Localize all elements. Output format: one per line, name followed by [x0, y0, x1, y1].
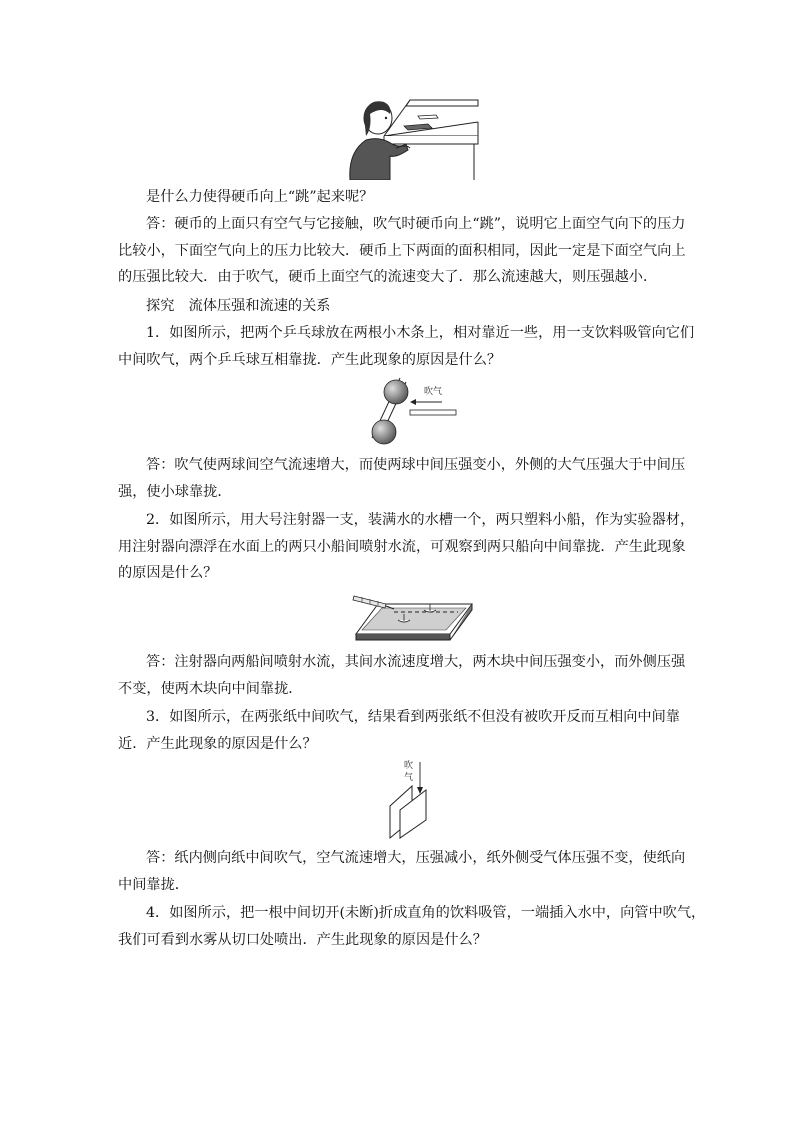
answer-1-line-1: 答：吹气使两球间空气流速增大，而使两球中间压强变小，外侧的大气压强大于中间压	[146, 457, 686, 473]
question-4	[118, 900, 706, 953]
intro-answer	[118, 211, 686, 291]
pingpong-ball-top	[384, 380, 408, 404]
answer-3-line-2: 中间靠拢．	[118, 876, 189, 893]
question-2-line-2: 用注射器向漂浮在水面上的两只小船间喷射水流，可观察到两只船向中间靠拢．产生此现象	[118, 538, 686, 555]
answer-2-line-2: 不变，使两木块向中间靠拢．	[118, 680, 303, 697]
question-2-line-1: 2．如图所示，用大号注射器一支，装满水的水槽一个，两只塑料小船，作为实验器材，	[146, 512, 695, 528]
figure-pingpong-balls	[366, 376, 462, 448]
question-1	[118, 320, 695, 373]
figure-syringe-boats	[352, 590, 474, 646]
intro-answer-line-3: 的压强比较大．由于吹气，硬币上面空气的流速变大了．那么流速越大，则压强越小．	[118, 269, 658, 285]
intro-answer-line-2: 比较小，下面空气向上的压力比较大．硬币上下两面的面积相同，因此一定是下面空气向上	[118, 242, 686, 259]
intro-question	[118, 184, 678, 211]
answer-2-line-1: 答：注射器向两船间喷射水流，其间水流速度增大，两木块中间压强变小，而外侧压强	[146, 654, 686, 670]
section-title-text: 探究 流体压强和流速的关系	[146, 298, 331, 314]
figure-3-label-char-1: 吹	[404, 761, 414, 771]
figure-coin-blowing	[340, 92, 480, 180]
figure-3-label-char-2: 气	[404, 773, 414, 783]
question-2	[118, 507, 695, 587]
answer-3-line-1: 答：纸内侧向纸中间吹气，空气流速增大，压强减小，纸外侧受气体压强不变，使纸向	[146, 850, 686, 866]
question-4-line-2: 我们可看到水雾从切口处喷出．产生此现象的原因是什么？	[118, 931, 487, 948]
answer-2	[118, 649, 686, 702]
question-3-line-2: 近．产生此现象的原因是什么？	[118, 735, 317, 752]
figure-1-label: 吹气	[424, 387, 443, 397]
question-3	[118, 704, 678, 757]
section-title	[118, 293, 678, 320]
question-4-line-1: 4．如图所示，把一根中间切开(未断)折成直角的饮料吸管，一端插入水中，向管中吹气，	[146, 905, 706, 921]
intro-question-text: 是什么力使得硬币向上“跳”起来呢？	[146, 189, 374, 205]
question-3-line-1: 3．如图所示，在两张纸中间吹气，结果看到两张纸不但没有被吹开反而互相向中间靠	[146, 709, 680, 725]
answer-1-line-2: 强，使小球靠拢．	[118, 483, 232, 500]
answer-1	[118, 452, 686, 505]
answer-3	[118, 845, 686, 898]
question-2-line-3: 的原因是什么？	[118, 565, 218, 581]
question-1-line-2: 中间吹气，两个乒乓球互相靠拢．产生此现象的原因是什么？	[118, 351, 502, 368]
intro-answer-line-1: 答：硬币的上面只有空气与它接触，吹气时硬币向上“跳”，说明它上面空气向下的压力	[146, 216, 686, 232]
pingpong-ball-bottom	[372, 420, 396, 444]
figure-two-papers	[386, 758, 438, 842]
question-1-line-1: 1．如图所示，把两个乒乓球放在两根小木条上，相对靠近一些，用一支饮料吸管向它们	[146, 325, 695, 341]
